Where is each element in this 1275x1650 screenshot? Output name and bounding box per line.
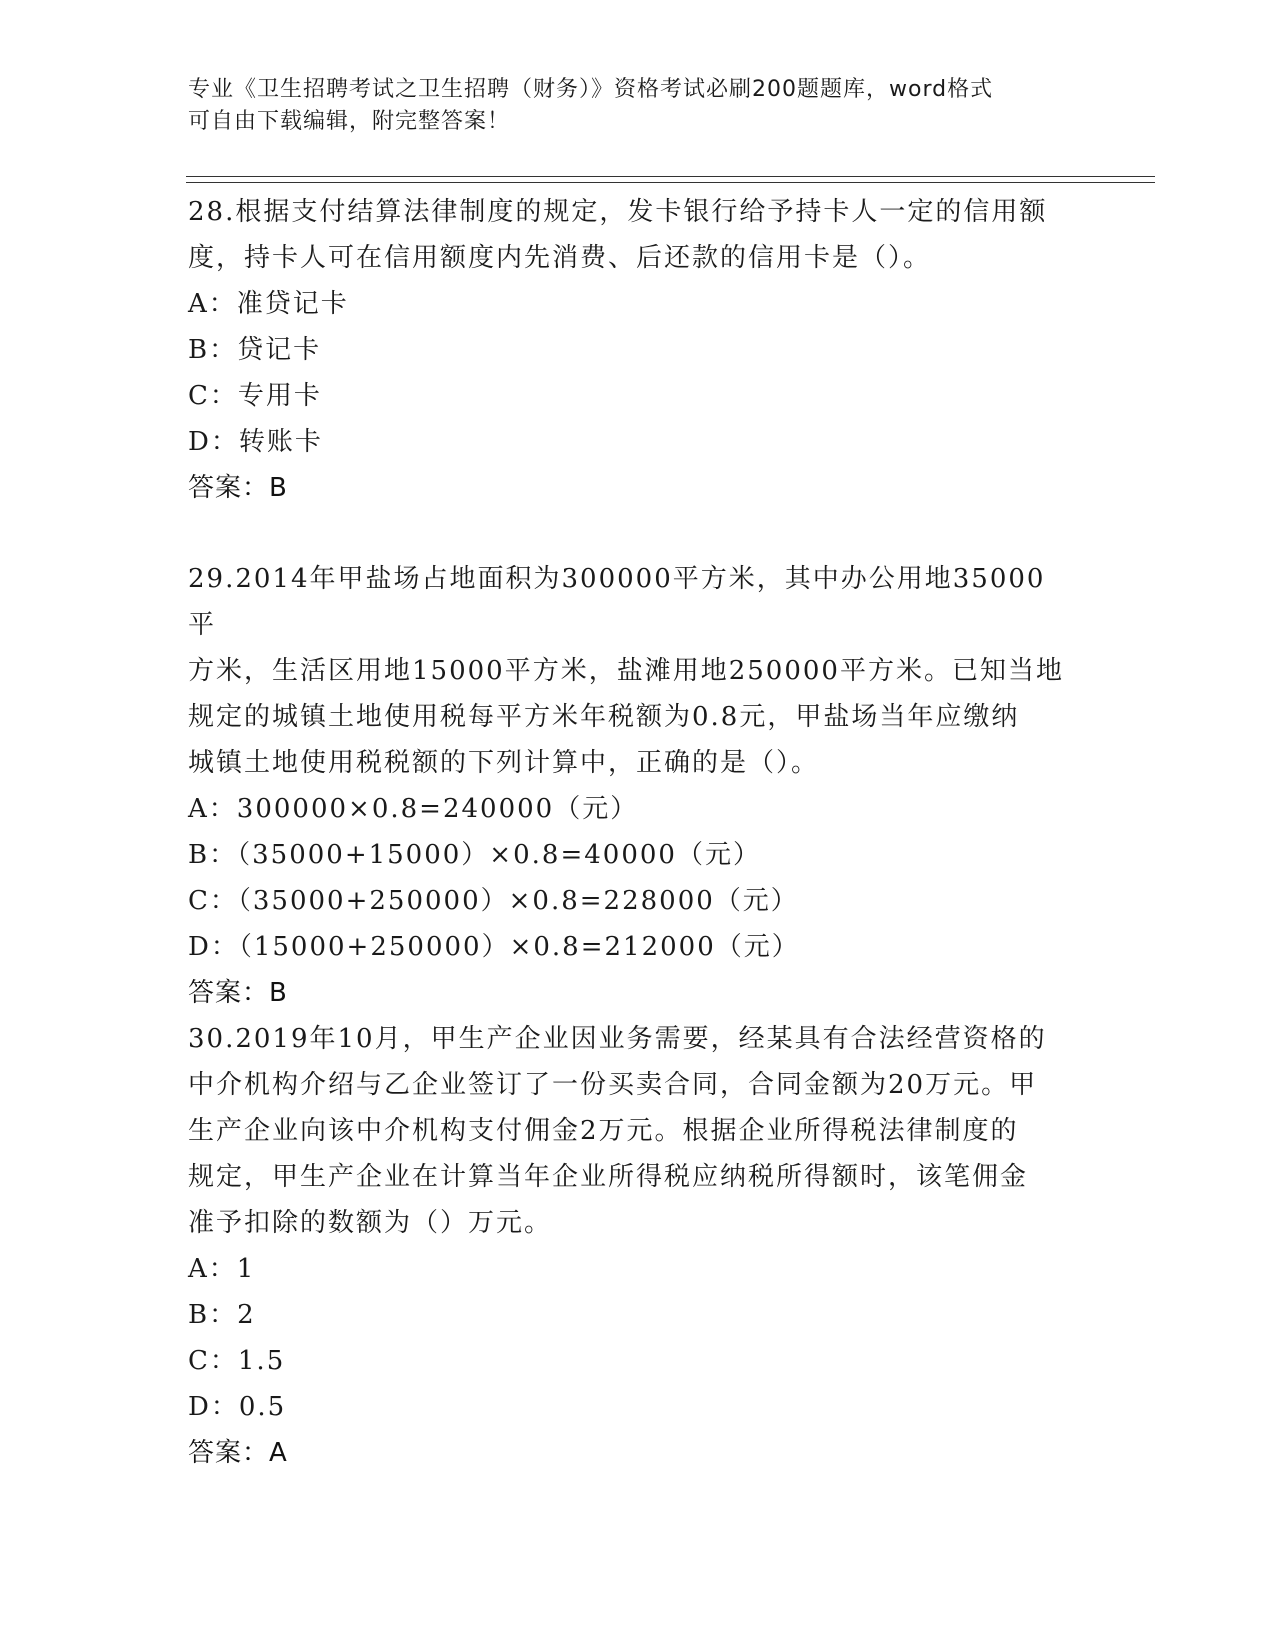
answer: 答案：B <box>188 473 288 503</box>
question-28 <box>188 189 1068 511</box>
option-a: A：300000×0.8=240000（元） <box>188 794 639 824</box>
question-text-line: 方米，生活区用地15000平方米，盐滩用地250000平方米。已知当地 <box>188 656 1064 686</box>
answer: 答案：A <box>188 1438 288 1468</box>
header-line-2: 可自由下载编辑，附完整答案！ <box>188 109 511 134</box>
option-d: D：0.5 <box>188 1392 287 1422</box>
question-text-line: 准予扣除的数额为（）万元。 <box>188 1208 553 1238</box>
option-a: A：准贷记卡 <box>188 289 349 319</box>
question-text-line: 中介机构介绍与乙企业签订了一份买卖合同，合同金额为20万元。甲 <box>188 1070 1038 1100</box>
option-c: C：专用卡 <box>188 381 322 411</box>
option-b: B：（35000+15000）×0.8=40000（元） <box>188 840 761 870</box>
question-text-line: 规定，甲生产企业在计算当年企业所得税应纳税所得额时，该笔佣金 <box>188 1162 1029 1192</box>
option-b: B：贷记卡 <box>188 335 322 365</box>
option-a: A：1 <box>188 1254 256 1284</box>
option-d: D：转账卡 <box>188 427 323 457</box>
question-text-line: 度，持卡人可在信用额度内先消费、后还款的信用卡是（）。 <box>188 243 932 273</box>
option-c: C：1.5 <box>188 1346 286 1376</box>
question-30 <box>188 1016 1068 1476</box>
header-divider-top <box>186 176 1155 177</box>
document-header <box>188 74 1088 138</box>
option-c: C：（35000+250000）×0.8=228000（元） <box>188 886 799 916</box>
answer: 答案：B <box>188 978 288 1008</box>
question-text-line: 生产企业向该中介机构支付佣金2万元。根据企业所得税法律制度的 <box>188 1116 1019 1146</box>
question-29 <box>188 556 1068 1016</box>
question-text-line: 28.根据支付结算法律制度的规定，发卡银行给予持卡人一定的信用额 <box>188 197 1048 227</box>
header-divider-bottom <box>186 182 1155 183</box>
question-text-line: 城镇土地使用税税额的下列计算中，正确的是（）。 <box>188 748 820 778</box>
header-line-1: 专业《卫生招聘考试之卫生招聘（财务）》资格考试必刷200题题库，word格式 <box>188 77 994 102</box>
question-text-line: 规定的城镇土地使用税每平方米年税额为0.8元，甲盐场当年应缴纳 <box>188 702 1020 732</box>
option-d: D：（15000+250000）×0.8=212000（元） <box>188 932 800 962</box>
option-b: B：2 <box>188 1300 256 1330</box>
question-text-line: 30.2019年10月，甲生产企业因业务需要，经某具有合法经营资格的 <box>188 1024 1047 1054</box>
question-text-line: 29.2014年甲盐场占地面积为300000平方米，其中办公用地35000平 <box>188 564 1046 640</box>
